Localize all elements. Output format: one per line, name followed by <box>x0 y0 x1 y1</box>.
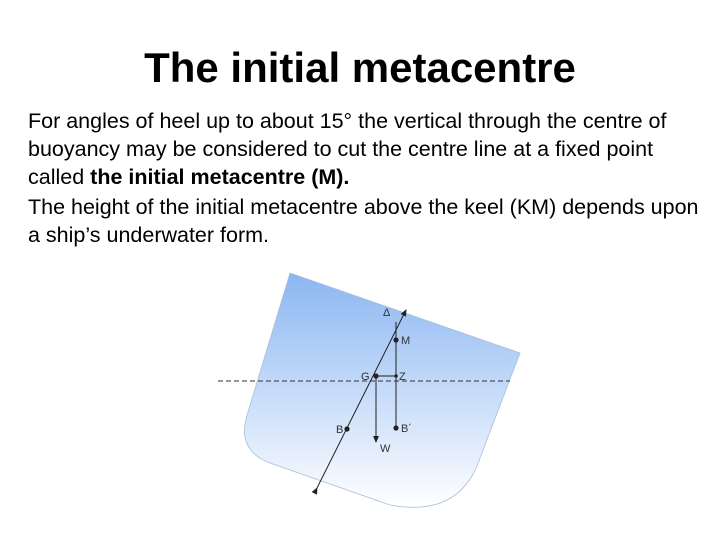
paragraph-km: The height of the initial metacentre above the keel (KM) depends upon a ship’s underwater form. <box>28 195 699 247</box>
point-m <box>393 337 398 342</box>
label-m: M <box>401 335 411 347</box>
point-b <box>344 426 349 431</box>
definition-text: For angles of heel up to about 15° the vertical through the centre of buoyancy may be considered to cut the centre line at a fixed point called <box>28 109 667 189</box>
point-b-prime <box>393 425 398 430</box>
point-z <box>394 374 398 378</box>
label-b: B <box>336 424 344 436</box>
slide-title: The initial metacentre <box>144 44 576 91</box>
point-g <box>373 373 378 378</box>
label-w: W <box>380 443 391 455</box>
label-delta: Δ <box>383 307 391 319</box>
label-b-prime: B´ <box>401 423 412 435</box>
label-z: Z <box>399 371 406 383</box>
definition-term: the initial metacentre (M). <box>90 165 350 189</box>
label-g: G <box>361 371 370 383</box>
